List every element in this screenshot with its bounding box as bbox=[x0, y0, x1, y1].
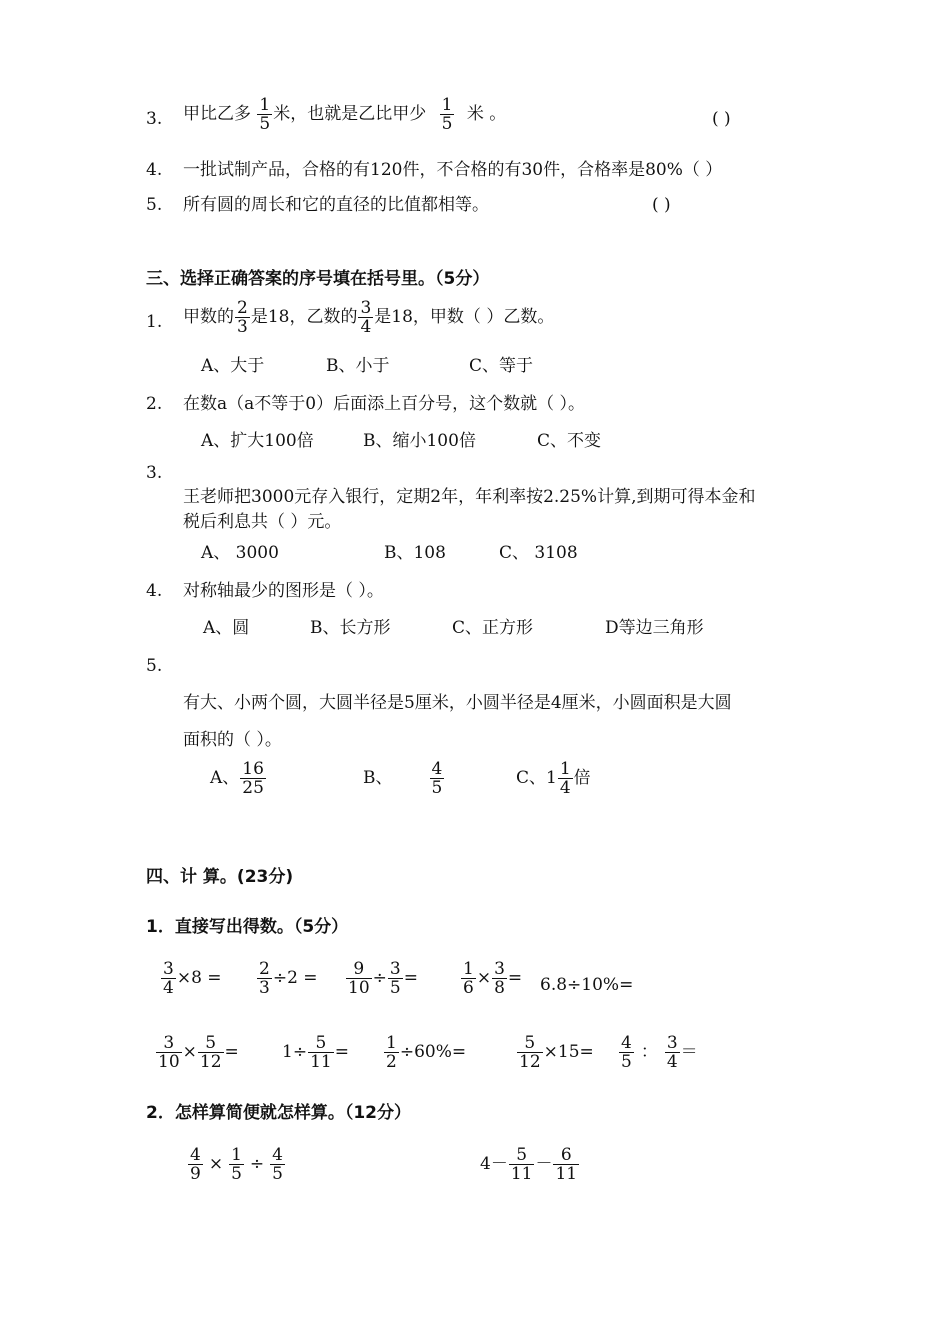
denominator: 5 bbox=[259, 114, 271, 134]
choice-q5-option-a[interactable] bbox=[210, 760, 267, 797]
choice-q5-line1: 有大、小两个圆，大圆半径是5厘米，小圆半径是4厘米，小圆面积是大圆 bbox=[183, 693, 732, 713]
denominator: 12 bbox=[519, 1052, 541, 1072]
denominator: 5 bbox=[389, 978, 401, 998]
judge-q5-num: 5. bbox=[146, 195, 163, 215]
fraction bbox=[240, 760, 266, 797]
expr-tail: ×8 = bbox=[176, 968, 222, 988]
calc-r1-e5: 6.8÷10%= bbox=[540, 975, 634, 995]
denominator: 4 bbox=[559, 778, 571, 798]
denominator: 5 bbox=[441, 114, 453, 134]
denominator: 6 bbox=[463, 978, 474, 998]
fraction bbox=[384, 1034, 399, 1071]
text: 是18，乙数的 bbox=[250, 307, 358, 327]
choice-q3-option-b[interactable]: B、108 bbox=[384, 543, 446, 563]
choice-q2-option-c[interactable]: C、不变 bbox=[537, 431, 602, 451]
denominator: 4 bbox=[163, 978, 174, 998]
expr-lead: 4－ bbox=[480, 1154, 508, 1174]
fraction bbox=[229, 1146, 244, 1183]
judge-q3-num: 3. bbox=[146, 109, 163, 129]
numerator: 2 bbox=[259, 959, 270, 979]
numerator: 4 bbox=[190, 1145, 201, 1165]
denominator: 5 bbox=[621, 1052, 632, 1072]
label: A、 bbox=[210, 768, 240, 788]
fraction bbox=[517, 1034, 543, 1071]
calc-r2-e1 bbox=[155, 1034, 239, 1071]
fraction bbox=[161, 960, 176, 997]
choice-q3-line1: 王老师把3000元存入银行，定期2年，年利率按2.25%计算,到期可得本金和 bbox=[183, 487, 756, 507]
choice-q4-text: 对称轴最少的图形是（ ）。 bbox=[183, 581, 384, 601]
denominator: 4 bbox=[666, 1052, 678, 1072]
numerator: 3 bbox=[494, 959, 505, 979]
numerator: 3 bbox=[163, 959, 174, 979]
text: 米 。 bbox=[466, 104, 507, 124]
choice-q2-num: 2. bbox=[146, 394, 163, 414]
expr-lead: 1÷ bbox=[282, 1042, 308, 1062]
denominator: 10 bbox=[158, 1052, 180, 1072]
numerator: 3 bbox=[163, 1033, 175, 1053]
operator: ÷ bbox=[249, 1154, 265, 1174]
denominator: 5 bbox=[272, 1164, 283, 1184]
numerator: 9 bbox=[353, 959, 365, 979]
denominator: 4 bbox=[360, 317, 372, 337]
operator: ÷ bbox=[372, 968, 387, 988]
denominator: 10 bbox=[348, 978, 370, 998]
calc-r2-e3 bbox=[383, 1034, 466, 1071]
denominator: 11 bbox=[510, 1164, 533, 1184]
choice-q3-option-c[interactable]: C、 3108 bbox=[499, 543, 578, 563]
expr-tail: = bbox=[334, 1042, 349, 1062]
label: B、 bbox=[363, 768, 393, 788]
fraction bbox=[198, 1034, 224, 1071]
denominator: 3 bbox=[259, 978, 270, 998]
choice-q3-num: 3. bbox=[146, 463, 163, 483]
fraction bbox=[430, 760, 445, 797]
choice-q5-line2: 面积的（ ）。 bbox=[183, 730, 282, 750]
section-calc-title: 四、计 算。(23分) bbox=[146, 867, 294, 887]
calc-r1-e1 bbox=[160, 960, 222, 997]
choice-q4-option-c[interactable]: C、正方形 bbox=[452, 618, 534, 638]
choice-q4-option-a[interactable]: A、圆 bbox=[203, 618, 250, 638]
judge-q3-answer-paren[interactable]: ( ) bbox=[712, 109, 731, 129]
fraction bbox=[461, 960, 476, 997]
choice-q3-line2: 税后利息共（ ）元。 bbox=[183, 512, 342, 532]
denominator: 11 bbox=[555, 1164, 578, 1184]
calc-r1-e2 bbox=[256, 960, 318, 997]
numerator: 3 bbox=[666, 1033, 678, 1053]
choice-q1-num: 1. bbox=[146, 312, 163, 332]
calc-r3-e2 bbox=[480, 1146, 580, 1183]
denominator: 5 bbox=[231, 1164, 242, 1184]
calc-r2-e5 bbox=[618, 1034, 698, 1071]
choice-q5-option-c[interactable] bbox=[516, 760, 591, 797]
operator: × bbox=[208, 1154, 224, 1174]
text: 甲比乙多 bbox=[183, 104, 251, 124]
numerator: 5 bbox=[205, 1033, 217, 1053]
expr-tail: = bbox=[224, 1042, 239, 1062]
expr-tail: ×15= bbox=[543, 1042, 594, 1062]
numerator: 3 bbox=[360, 298, 372, 318]
denominator: 8 bbox=[494, 978, 505, 998]
operator: × bbox=[476, 968, 492, 988]
choice-q1-option-c[interactable]: C、等于 bbox=[469, 356, 534, 376]
choice-q5-option-b[interactable] bbox=[363, 760, 445, 797]
numerator: 4 bbox=[272, 1145, 283, 1165]
expr-tail: ÷2 = bbox=[272, 968, 318, 988]
fraction bbox=[235, 299, 250, 336]
numerator: 5 bbox=[315, 1033, 327, 1053]
text: 甲数的 bbox=[183, 307, 234, 327]
fraction bbox=[619, 1034, 634, 1071]
fraction bbox=[346, 960, 372, 997]
choice-q1-option-a[interactable]: A、大于 bbox=[201, 356, 265, 376]
denominator: 11 bbox=[310, 1052, 332, 1072]
calc-r2-e4 bbox=[516, 1034, 594, 1071]
denominator: 2 bbox=[386, 1052, 397, 1072]
fraction bbox=[358, 299, 373, 336]
fraction bbox=[440, 96, 455, 133]
text: 是18，甲数（ ）乙数。 bbox=[374, 307, 555, 327]
judge-q5-text: 所有圆的周长和它的直径的比值都相等。 bbox=[183, 195, 489, 215]
fraction bbox=[492, 960, 507, 997]
choice-q4-option-b[interactable]: B、长方形 bbox=[310, 618, 391, 638]
fraction bbox=[270, 1146, 285, 1183]
calc-sub1-title: 1．直接写出得数。（5分） bbox=[146, 917, 349, 937]
numerator: 1 bbox=[463, 959, 474, 979]
numerator: 1 bbox=[559, 759, 571, 779]
choice-q4-option-d[interactable]: D等边三角形 bbox=[605, 618, 704, 638]
fraction bbox=[257, 960, 272, 997]
fraction bbox=[553, 1146, 579, 1183]
numerator: 4 bbox=[621, 1033, 632, 1053]
numerator: 5 bbox=[524, 1033, 536, 1053]
denominator: 5 bbox=[431, 778, 443, 798]
numerator: 5 bbox=[516, 1145, 528, 1165]
choice-q2-text: 在数a（a不等于0）后面添上百分号，这个数就（ ）。 bbox=[183, 394, 585, 414]
section-choice-title: 三、选择正确答案的序号填在括号里。（5分） bbox=[146, 269, 490, 289]
fraction bbox=[509, 1146, 535, 1183]
operator: － bbox=[535, 1154, 553, 1174]
judge-q5-answer-paren[interactable]: ( ) bbox=[652, 195, 671, 215]
numerator: 2 bbox=[237, 298, 248, 318]
calc-r2-e2 bbox=[282, 1034, 349, 1071]
expr-tail: ＝ bbox=[680, 1042, 698, 1062]
expr-tail: = bbox=[403, 968, 418, 988]
judge-q4-num: 4. bbox=[146, 160, 163, 180]
fraction bbox=[388, 960, 403, 997]
judge-q4-text: 一批试制产品，合格的有120件，不合格的有30件，合格率是80%（ ） bbox=[183, 160, 723, 180]
fraction bbox=[308, 1034, 334, 1071]
fraction bbox=[257, 96, 272, 133]
fraction bbox=[156, 1034, 182, 1071]
calc-sub2-title: 2．怎样算简便就怎样算。（12分） bbox=[146, 1103, 411, 1123]
denominator: 9 bbox=[190, 1164, 201, 1184]
choice-q5-num: 5. bbox=[146, 656, 163, 676]
numerator: 6 bbox=[560, 1145, 572, 1165]
choice-q1-option-b[interactable]: B、小于 bbox=[326, 356, 390, 376]
calc-r3-e1 bbox=[187, 1146, 286, 1183]
numerator: 4 bbox=[431, 759, 443, 779]
expr-tail: ÷60%= bbox=[399, 1042, 467, 1062]
denominator: 25 bbox=[242, 778, 264, 798]
numerator: 3 bbox=[389, 959, 401, 979]
numerator: 16 bbox=[242, 759, 264, 779]
fraction bbox=[665, 1034, 680, 1071]
judge-q3-text bbox=[183, 96, 506, 133]
operator: ： bbox=[640, 1042, 658, 1062]
text: 米，也就是乙比甲少 bbox=[273, 104, 427, 124]
numerator: 1 bbox=[441, 95, 453, 115]
choice-q3-option-a[interactable]: A、 3000 bbox=[201, 543, 279, 563]
label: C、 bbox=[516, 768, 547, 788]
fraction bbox=[188, 1146, 203, 1183]
choice-q2-option-b[interactable]: B、缩小100倍 bbox=[363, 431, 476, 451]
choice-q1-text bbox=[183, 299, 554, 336]
suffix: 倍 bbox=[573, 768, 591, 788]
numerator: 1 bbox=[386, 1033, 397, 1053]
numerator: 1 bbox=[231, 1145, 242, 1165]
calc-r1-e4 bbox=[460, 960, 522, 997]
choice-q2-option-a[interactable]: A、扩大100倍 bbox=[201, 431, 314, 451]
denominator: 3 bbox=[237, 317, 248, 337]
numerator: 1 bbox=[259, 95, 271, 115]
calc-r1-e3 bbox=[345, 960, 418, 997]
operator: × bbox=[182, 1042, 197, 1062]
expr-tail: = bbox=[507, 968, 523, 988]
fraction bbox=[558, 760, 573, 797]
choice-q4-num: 4. bbox=[146, 581, 163, 601]
whole-number: 1 bbox=[546, 768, 557, 788]
denominator: 12 bbox=[199, 1052, 222, 1072]
